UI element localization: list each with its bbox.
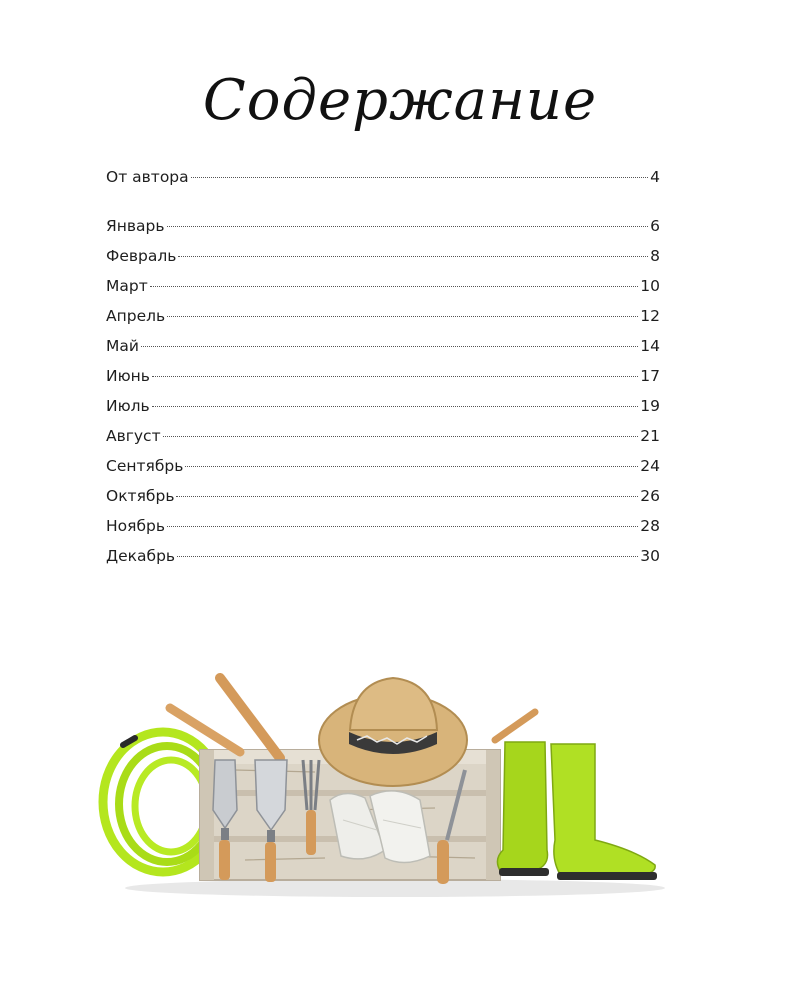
toc-entry-page: 14 (640, 337, 660, 355)
toc-entry-page: 26 (640, 487, 660, 505)
toc-entry-label: Ноябрь (106, 517, 165, 535)
gloves-icon (330, 791, 430, 863)
toc-entry-label: Декабрь (106, 547, 176, 565)
toc-entry[interactable] (106, 277, 660, 307)
toc-entry-page: 10 (640, 277, 660, 295)
toc-entry-label: Октябрь (106, 487, 175, 505)
toc-entry-page: 8 (650, 247, 660, 265)
toc-leader-dots (152, 376, 638, 377)
toc-entry-label: Февраль (106, 247, 177, 265)
toc-entry-page: 21 (640, 427, 660, 445)
toc-entry-label: Май (106, 337, 139, 355)
toc-entry-label: Сентябрь (106, 457, 184, 475)
toc-entry[interactable] (106, 427, 660, 457)
toc-entry-page: 19 (640, 397, 660, 415)
toc-entry[interactable] (106, 547, 660, 577)
rubber-boots-icon (497, 742, 657, 880)
toc-entry-label: Март (106, 277, 148, 295)
toc-entry[interactable] (106, 397, 660, 427)
toc-entry[interactable] (106, 337, 660, 367)
toc-entry-label: От автора (106, 168, 189, 186)
toc-entry-page: 6 (650, 217, 660, 235)
toc-leader-dots (176, 496, 638, 497)
toc-entry[interactable] (106, 247, 660, 277)
toc-entry-label: Январь (106, 217, 165, 235)
toc-entry-label: Июнь (106, 367, 150, 385)
toc-entry[interactable] (106, 457, 660, 487)
toc-entry-page: 17 (640, 367, 660, 385)
toc-leader-dots (152, 406, 639, 407)
table-of-contents (106, 168, 660, 577)
toc-entry[interactable] (106, 367, 660, 397)
toc-leader-dots (141, 346, 638, 347)
toc-entry-label: Апрель (106, 307, 166, 325)
toc-leader-dots (167, 526, 638, 527)
toc-leader-dots (185, 466, 638, 467)
toc-leader-dots (178, 256, 648, 257)
toc-entry-page: 28 (640, 517, 660, 535)
toc-entry-page: 12 (640, 307, 660, 325)
toc-entry-page: 30 (640, 547, 660, 565)
toc-entry[interactable] (106, 307, 660, 337)
toc-leader-dots (177, 556, 638, 557)
toc-leader-dots (163, 436, 639, 437)
ground-shadow (125, 879, 665, 897)
page-title: Содержание (202, 68, 598, 133)
straw-hat-icon (319, 678, 467, 786)
toc-leader-dots (167, 226, 649, 227)
toc-entry-label: Июль (106, 397, 150, 415)
toc-entry-page: 24 (640, 457, 660, 475)
garden-tools-illustration (95, 660, 675, 900)
toc-entry[interactable] (106, 487, 660, 517)
toc-entry[interactable] (106, 517, 660, 547)
toc-leader-dots (191, 177, 648, 178)
toc-entry[interactable] (106, 168, 660, 198)
toc-leader-dots (150, 286, 639, 287)
toc-entry-label: Август (106, 427, 161, 445)
toc-entry[interactable] (106, 217, 660, 247)
toc-leader-dots (167, 316, 638, 317)
toc-entry-page: 4 (650, 168, 660, 186)
